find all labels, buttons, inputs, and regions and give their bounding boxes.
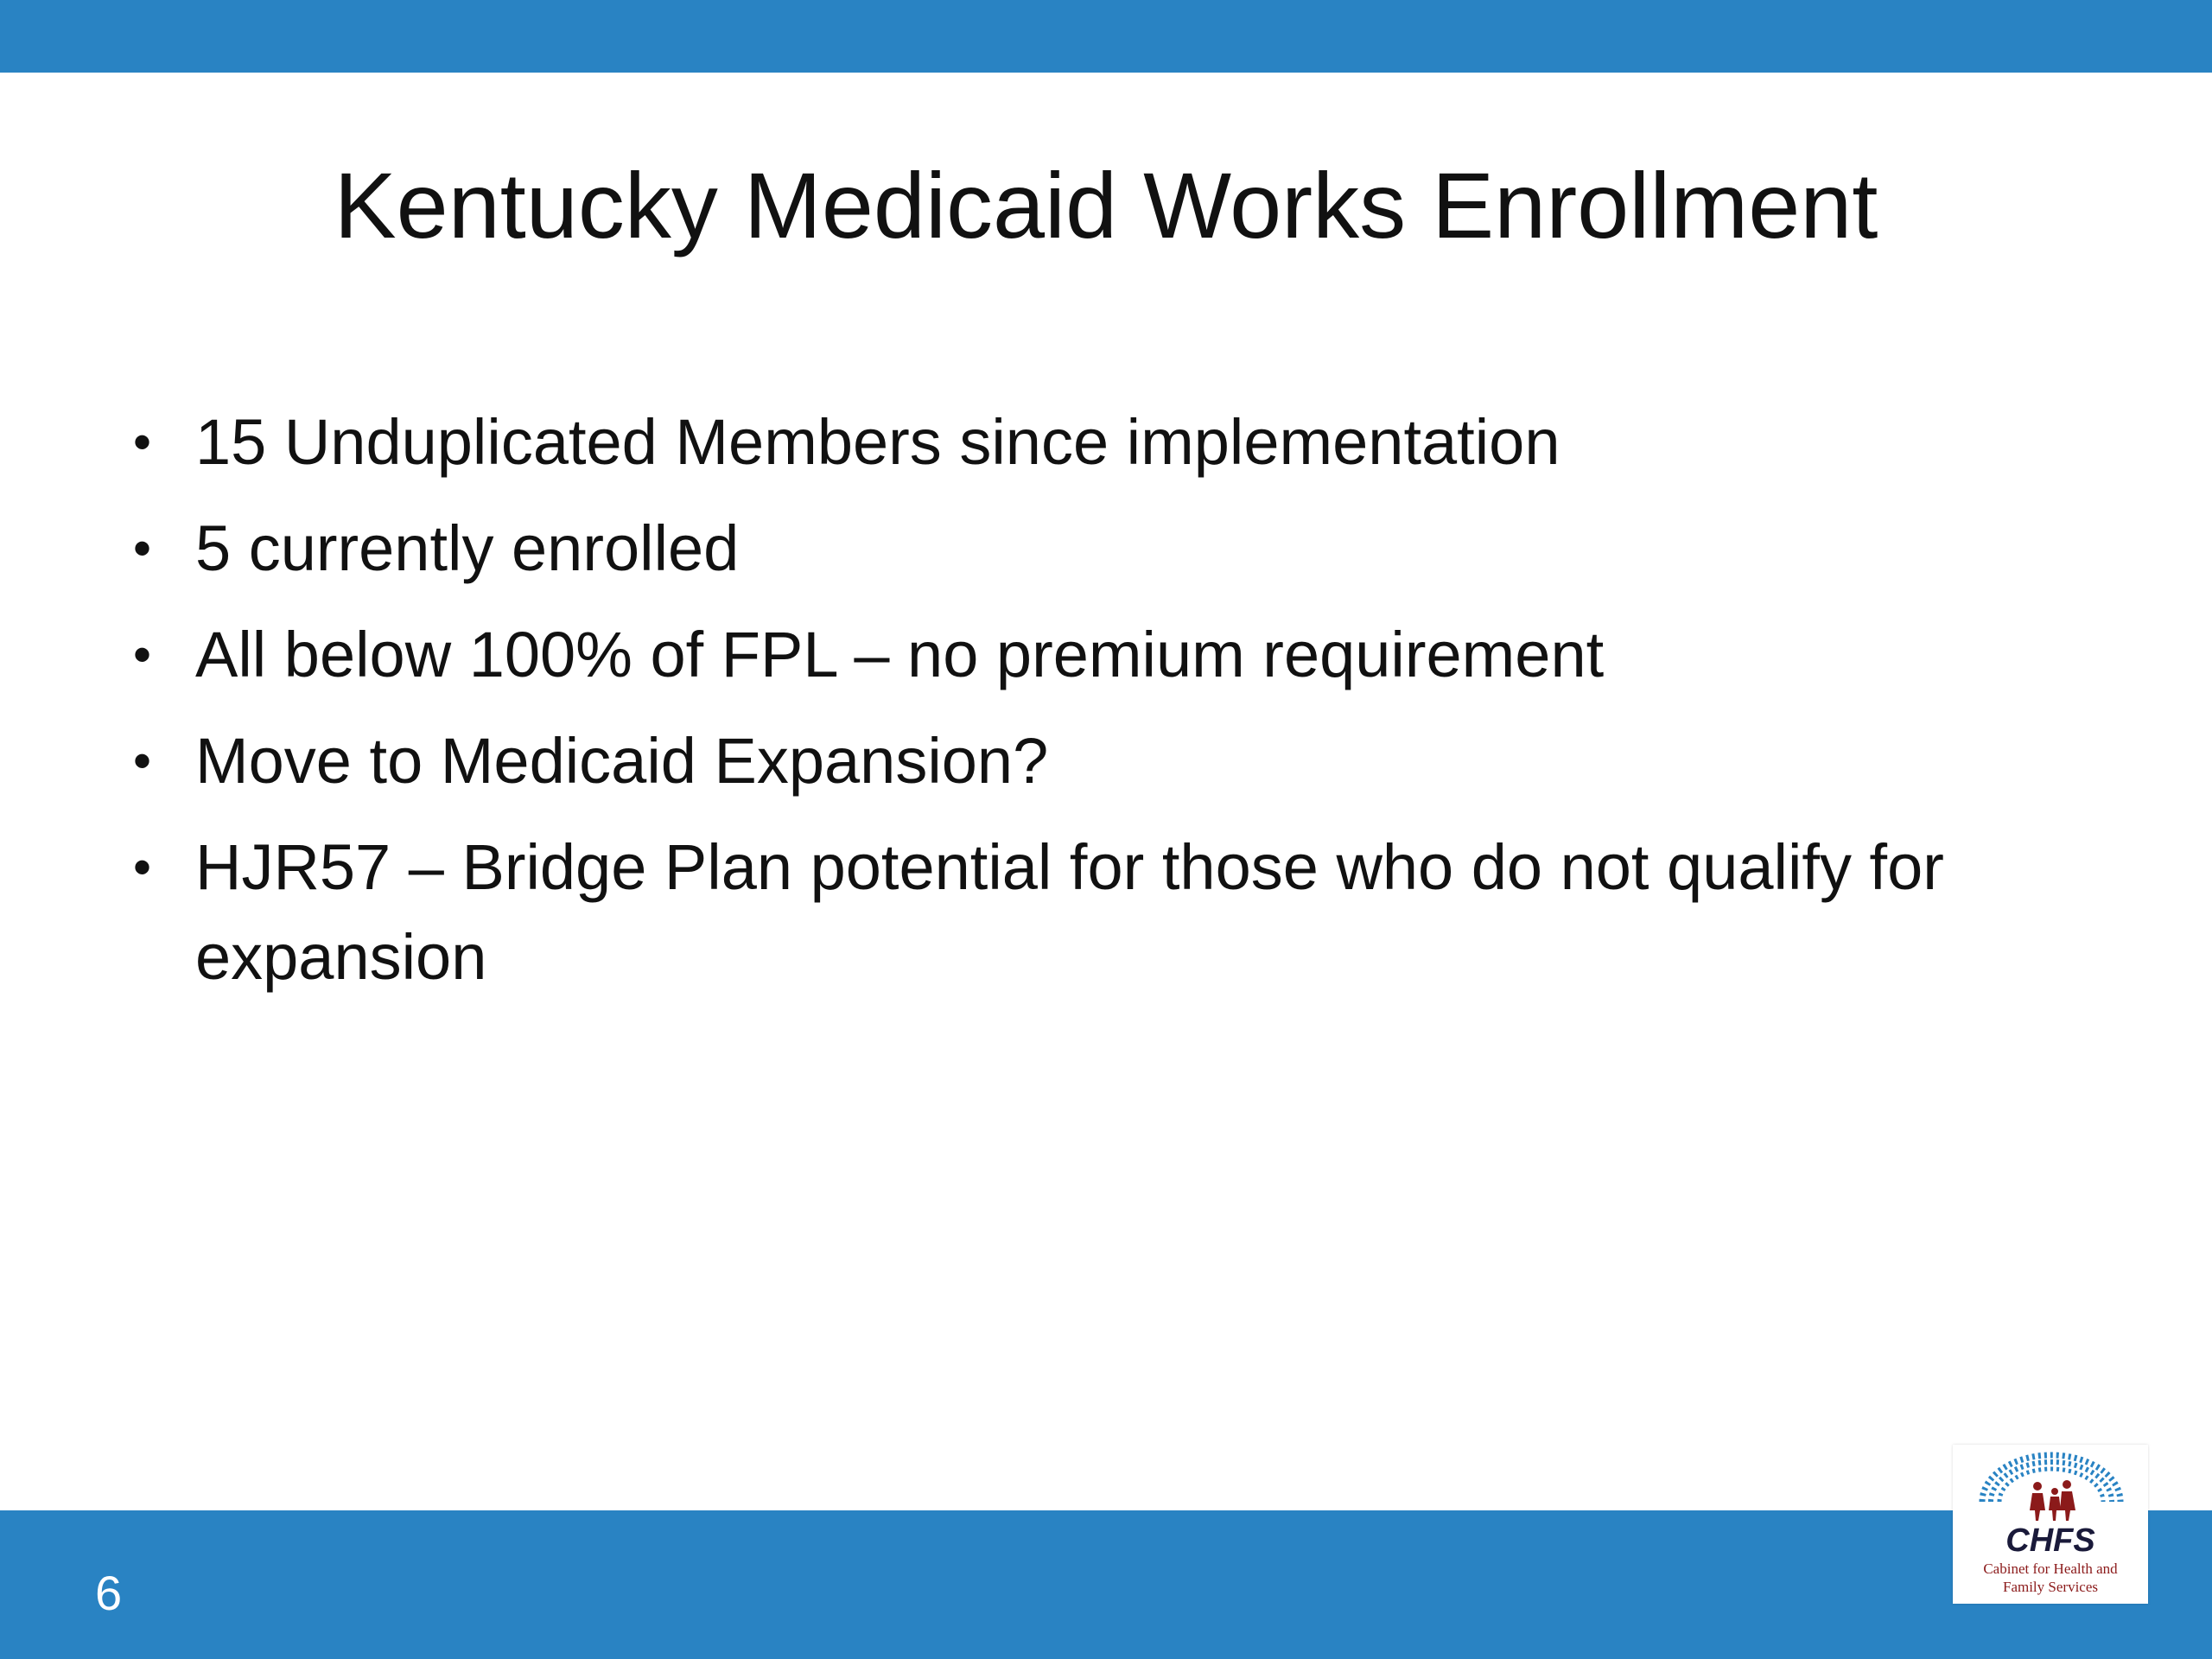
bullet-marker: • bbox=[133, 626, 152, 683]
logo-tagline-line1: Cabinet for Health and bbox=[1983, 1560, 2118, 1577]
bullet-marker: • bbox=[133, 413, 152, 471]
bullet-marker: • bbox=[133, 732, 152, 790]
sunburst-icon bbox=[1982, 1455, 2120, 1502]
bullet-marker: • bbox=[133, 838, 152, 896]
logo-tagline-line2: Family Services bbox=[2002, 1579, 2098, 1595]
bullet-text: Move to Medicaid Expansion? bbox=[195, 725, 1049, 797]
bullet-text: HJR57 – Bridge Plan potential for those who do not qualify for expansion bbox=[195, 831, 1944, 993]
bullet-text: All below 100% of FPL – no premium requirement bbox=[195, 619, 1605, 690]
chfs-logo bbox=[1953, 1445, 2148, 1604]
page-number: 6 bbox=[95, 1566, 123, 1620]
bullet-item bbox=[130, 823, 2082, 1002]
bullet-text: 5 currently enrolled bbox=[195, 512, 740, 584]
bullet-item bbox=[130, 610, 2082, 700]
bullet-item bbox=[130, 716, 2082, 806]
bullet-text: 15 Unduplicated Members since implementation bbox=[195, 406, 1560, 478]
bullet-marker: • bbox=[133, 519, 152, 577]
logo-wordmark: CHFS bbox=[2005, 1522, 2095, 1559]
bullet-item bbox=[130, 504, 2082, 594]
bullet-list bbox=[130, 397, 2082, 1019]
bottom-banner bbox=[0, 1510, 2212, 1659]
family-figures-icon bbox=[2030, 1480, 2075, 1521]
bullet-item bbox=[130, 397, 2082, 487]
slide-title: Kentucky Medicaid Works Enrollment bbox=[334, 153, 1878, 257]
top-banner bbox=[0, 0, 2212, 73]
